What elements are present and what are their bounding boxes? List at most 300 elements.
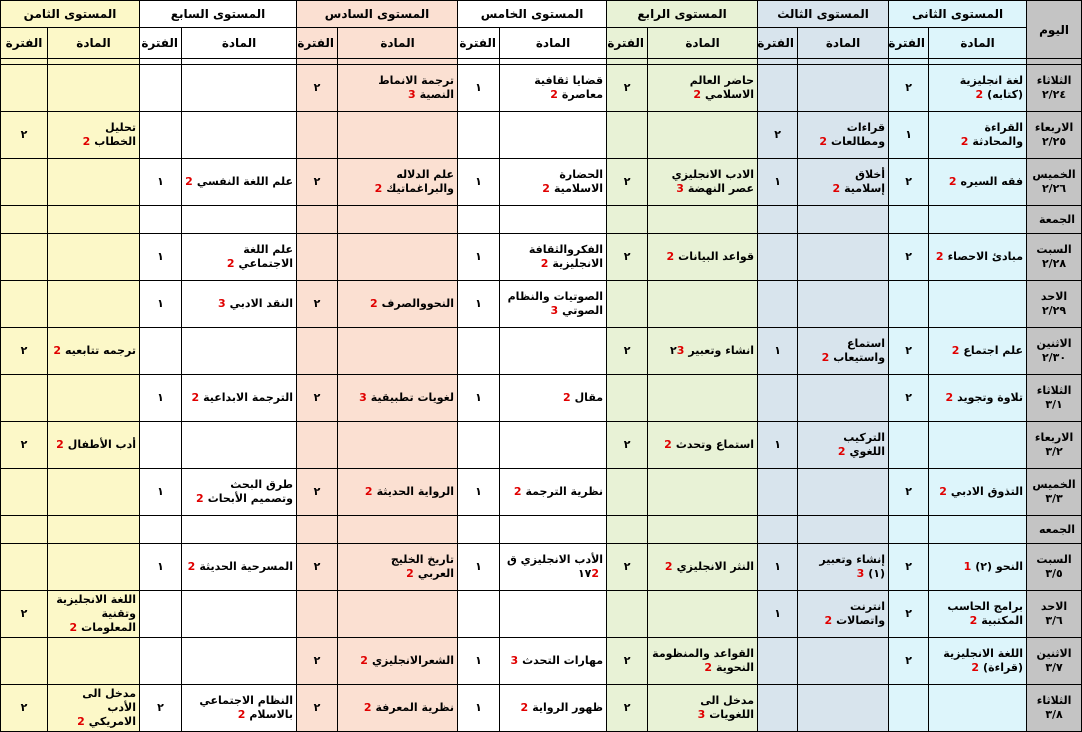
credit-hours: 2 [939,485,947,498]
period-cell [458,422,500,469]
subject-cell [929,544,1027,591]
subject-cell [798,422,889,469]
subject-name: تحليل الخطاب [94,121,137,148]
period-col-header: الفترة [140,28,182,59]
subject-cell [338,65,458,112]
subject-cell [48,591,140,638]
credit-hours: 2 [191,391,200,404]
day-date: ٢/٣٠ [1041,351,1067,364]
subject-cell [500,375,607,422]
day-cell [1027,328,1082,375]
subject-name: علم اللغة النفسي [196,175,294,188]
level-header-3: المستوى الثالث [758,1,889,28]
credit-hours: 2 [369,297,378,310]
empty-cell [48,206,140,234]
period-cell [140,65,182,112]
day-cell [1027,469,1082,516]
credit-hours: 2 [693,88,701,101]
period-cell [1,281,48,328]
period-cell: ١ [140,234,182,281]
subject-cell [929,65,1027,112]
day-name: الاربعاء [1034,121,1074,134]
credit-hours: 2 [824,614,833,627]
period-cell: ٢ [607,234,648,281]
credit-hours: 2 [821,351,830,364]
subject-cell [500,591,607,638]
period-cell: ٢ [889,469,929,516]
subject-cell [648,422,758,469]
subject-col-header: المادة [798,28,889,59]
subject-cell [500,638,607,685]
period-cell: ١ [458,375,500,422]
subject-cell [48,685,140,732]
subject-name: طرق البحث وتصميم الأبحاث [207,478,294,505]
period-cell [140,422,182,469]
subject-cell [48,422,140,469]
subject-name: حاضر العالم الاسلامي [689,74,755,101]
period-cell [889,685,929,732]
period-cell: ٢ [889,234,929,281]
day-cell [1027,234,1082,281]
period-cell: ٢ [889,328,929,375]
period-cell [140,112,182,159]
subject-name: أدب الأطفال [67,438,137,451]
level-header-row [1,1,1082,28]
subject-cell [182,159,297,206]
period-cell: ٢ [889,638,929,685]
day-date: ٣/٥ [1045,567,1063,580]
day-name: السبت [1036,243,1072,256]
subject-cell [338,375,458,422]
subject-cell [929,281,1027,328]
credit-hours: 2 [540,257,549,270]
credit-hours: 2 [374,182,383,195]
level-header-7: المستوى السابع [140,1,297,28]
day-name: الاحد [1040,290,1068,303]
day-cell [1027,281,1082,328]
day-name: الاثنين [1036,337,1072,350]
schedule-row [1,469,1082,516]
empty-cell [929,516,1027,544]
subject-cell [48,375,140,422]
subject-cell [648,685,758,732]
subject-cell [500,328,607,375]
period-cell: ٢ [1,422,48,469]
subject-cell [338,638,458,685]
subject-cell [48,159,140,206]
subject-cell [338,234,458,281]
credit-hours: 2 [542,182,550,195]
schedule-body [1,65,1082,732]
credit-hours: 2 [56,438,64,451]
empty-cell [798,516,889,544]
subject-cell [182,591,297,638]
subject-cell [929,591,1027,638]
subject-name: قراءات ومطالعات [831,121,886,148]
day-cell [1027,65,1082,112]
credit-hours: 2 [550,88,558,101]
subject-name: لغويات تطبيقية [370,391,455,404]
day-name: الاربعاء [1034,431,1074,444]
level-header-5: المستوى الخامس [458,1,607,28]
empty-cell [758,206,798,234]
subject-name: علم اجتماع [963,344,1024,357]
subject-cell [798,328,889,375]
subject-cell [648,638,758,685]
day-name: الثلاثاء [1036,384,1072,397]
day-name: الاحد [1040,600,1068,613]
subject-name: المسرحية الحديثة [199,560,294,573]
day-header: اليوم [1027,1,1082,59]
subject-name: لغة انجليزية (كتابه) [959,74,1024,101]
subject-cell [648,159,758,206]
day-name: الخميس [1032,168,1076,181]
empty-cell [458,206,500,234]
subject-cell [500,65,607,112]
credit-hours: 2 [562,391,571,404]
day-cell [1027,544,1082,591]
subject-cell [182,328,297,375]
subject-cell [48,544,140,591]
schedule-row [1,516,1082,544]
credit-hours: 1 [963,560,972,573]
empty-cell [297,206,338,234]
credit-hours: 2 [226,257,235,270]
credit-hours: 2 [832,182,841,195]
credit-hours: 2 [187,560,196,573]
period-cell: ١ [140,159,182,206]
period-cell: ١ [140,375,182,422]
credit-hours: 2 [69,621,78,634]
empty-cell [889,206,929,234]
subject-cell [648,234,758,281]
subject-name: علم اللغة الاجتماعي [238,243,294,270]
period-cell [297,591,338,638]
period-cell [1,65,48,112]
subject-cell [500,159,607,206]
period-cell: ٢ [1,328,48,375]
subject-name: تلاوة وتجويد [957,391,1024,404]
subject-name: برامج الحاسب المكتبية [947,600,1024,627]
subject-name: مبادئ الاحصاء [947,250,1024,263]
subject-cell [182,112,297,159]
credit-hours: 2 [666,250,675,263]
subject-col-header: المادة [929,28,1027,59]
subject-cell [798,112,889,159]
subject-cell [500,422,607,469]
subject-name: القراءة والمحادثة [972,121,1024,148]
credit-hours: 2 [664,560,673,573]
credit-hours: 3 [676,344,685,357]
period-cell: ٢ [297,469,338,516]
period-col-header: الفترة [458,28,500,59]
subject-name: أخلاق إسلامية [844,168,886,195]
schedule-row [1,638,1082,685]
subject-name: نظرية الترجمة [525,485,604,498]
subject-cell [798,591,889,638]
period-cell: ١ [758,422,798,469]
period-cell [758,685,798,732]
day-name: الثلاثاء [1036,694,1072,707]
period-cell: ١ [458,544,500,591]
subject-cell [182,544,297,591]
subject-cell [929,638,1027,685]
credit-hours: 2 [975,88,984,101]
subject-name: مقال [574,391,604,404]
period-cell: ٢ [607,638,648,685]
period-cell [297,328,338,375]
subject-name: اللغة الانجليزية وتقنية المعلومات [56,593,137,634]
subject-cell [338,159,458,206]
subject-name: الترجمة الابداعية [203,391,294,404]
empty-cell [140,516,182,544]
subject-name: تاريخ الخليج العربي [390,553,455,580]
subject-name: مهارات التحدث [522,654,604,667]
schedule-row [1,422,1082,469]
subject-name: النحووالصرف [381,297,455,310]
period-cell: ٢ [297,281,338,328]
subject-cell [182,234,297,281]
period-cell: ١ [458,469,500,516]
subject-col-header: المادة [338,28,458,59]
period-cell: ٢ [889,375,929,422]
day-date: ٣/٢ [1045,445,1063,458]
subject-cell [648,544,758,591]
empty-cell [140,206,182,234]
period-cell: ٢ [758,112,798,159]
period-cell: ١ [458,685,500,732]
subject-cell [338,112,458,159]
period-cell [889,281,929,328]
period-cell [1,159,48,206]
subject-cell [338,422,458,469]
period-cell: ١ [140,544,182,591]
period-cell [758,65,798,112]
subject-cell [338,591,458,638]
empty-cell [48,516,140,544]
subject-name: الصوتيات والنظام الصوتي [507,290,604,317]
subject-name: النحو (٢) [975,560,1024,573]
period-cell: ١ [458,638,500,685]
schedule-row [1,328,1082,375]
day-cell [1027,685,1082,732]
empty-cell [297,516,338,544]
subject-cell [798,65,889,112]
empty-cell [758,516,798,544]
subject-name: اللغة الانجليزية (قراءة) [943,647,1024,674]
credit-hours: 2 [945,391,954,404]
subject-name: مدخل الى الأدب الامريكي [82,687,137,728]
schedule-row [1,112,1082,159]
day-date: ٢/٢٨ [1041,257,1067,270]
period-col-header: الفترة [758,28,798,59]
schedule-row [1,544,1082,591]
credit-hours: 2 [960,135,969,148]
subject-cell [48,234,140,281]
period-col-header: الفترة [889,28,929,59]
empty-cell [929,206,1027,234]
credit-hours: 2 [971,661,980,674]
schedule-row [1,65,1082,112]
period-cell [607,469,648,516]
period-cell: ١ [458,65,500,112]
period-cell [140,638,182,685]
empty-cell [182,206,297,234]
subject-cell [500,685,607,732]
empty-cell [458,516,500,544]
period-cell [140,591,182,638]
period-cell: ٢ [297,638,338,685]
credit-hours: 2 [969,614,978,627]
period-cell [140,328,182,375]
day-cell: الجمعه [1027,516,1082,544]
period-cell [607,591,648,638]
period-cell: ١ [758,591,798,638]
credit-hours: 2 [837,445,846,458]
level-header-2: المستوى الثانى [889,1,1027,28]
day-name: السبت [1036,553,1072,566]
subject-name: مدخل الى اللغويات [700,694,755,721]
subject-name: الحضارة الاسلامية [553,168,604,195]
period-cell [1,375,48,422]
subject-cell [182,281,297,328]
credit-hours: 2 [591,567,600,580]
subject-col-header: المادة [500,28,607,59]
subject-name: النقد الادبي [229,297,294,310]
empty-cell [500,206,607,234]
day-name: الاثنين [1036,647,1072,660]
subject-cell [338,469,458,516]
period-cell [297,234,338,281]
subject-cell [338,544,458,591]
day-cell [1027,159,1082,206]
period-cell: ١ [758,159,798,206]
period-cell [297,422,338,469]
period-cell: ٢ [297,685,338,732]
period-cell: ٢ [297,375,338,422]
subject-col-header: المادة [48,28,140,59]
subject-cell [182,685,297,732]
schedule-row [1,281,1082,328]
subject-cell [929,469,1027,516]
day-cell: الجمعة [1027,206,1082,234]
period-cell: ٢ [889,591,929,638]
schedule-row [1,591,1082,638]
subject-name: التذوق الادبي [950,485,1024,498]
period-cell: ٢ [140,685,182,732]
subject-name: استماع وتحدث [675,438,755,451]
credit-hours: 3 [676,182,684,195]
schedule-row [1,375,1082,422]
period-cell [1,469,48,516]
subject-name: فقه السيره [960,175,1024,188]
subject-col-header: المادة [182,28,297,59]
level-header-8: المستوى الثامن [1,1,140,28]
subject-cell [48,281,140,328]
subject-cell [500,281,607,328]
subject-name: الادب الانجليزي عصر النهضة [671,168,755,195]
schedule-row [1,159,1082,206]
subject-name: الفكروالثقافة الانجليزية [528,243,604,270]
subject-name: ترجمة الانماط النصية [378,74,455,101]
day-date: ٣/٦ [1045,614,1063,627]
subject-name: الرواية الحديثة [376,485,455,498]
subject-name: النظام الاجتماعي بالاسلام [199,694,294,721]
credit-hours: 3 [218,297,226,310]
subject-cell [48,638,140,685]
empty-cell [1,516,48,544]
subject-cell [48,328,140,375]
period-cell: ٢ [607,65,648,112]
subject-cell [648,591,758,638]
period-cell [458,591,500,638]
subject-cell [648,328,758,375]
credit-hours: 2 [704,661,713,674]
subject-name: الشعرالانجليزي [371,654,455,667]
subject-cell [798,638,889,685]
credit-hours: 2 [364,485,373,498]
subject-cell [929,685,1027,732]
subject-cell [48,112,140,159]
period-cell: ٢ [297,65,338,112]
subject-name: الأدب الانجليزي ق ١٧ [506,553,604,580]
period-cell [458,112,500,159]
period-cell [297,112,338,159]
subject-cell [648,112,758,159]
credit-hours: 2 [819,135,828,148]
credit-hours: 2 [185,175,193,188]
empty-cell [607,516,648,544]
day-date: ٢/٢٥ [1041,135,1067,148]
subject-cell [500,469,607,516]
period-cell: ٢ [889,544,929,591]
column-header-row [1,28,1082,59]
day-cell [1027,638,1082,685]
subject-cell [929,112,1027,159]
period-cell [1,544,48,591]
subject-cell [500,112,607,159]
subject-cell [648,469,758,516]
credit-hours: 2 [406,567,414,580]
subject-cell [182,469,297,516]
subject-cell [929,234,1027,281]
subject-cell [182,375,297,422]
day-date: ٣/١ [1045,398,1063,411]
day-cell [1027,112,1082,159]
subject-cell [500,234,607,281]
subject-cell [798,469,889,516]
empty-cell [338,206,458,234]
credit-hours: 2 [513,485,522,498]
period-cell: ١ [758,328,798,375]
credit-hours: 2 [53,344,61,357]
subject-name: انشاء وتعبير٢ [669,344,755,357]
subject-cell [929,422,1027,469]
subject-cell [182,422,297,469]
credit-hours: 3 [550,304,559,317]
empty-cell [500,516,607,544]
day-cell [1027,422,1082,469]
subject-name: انترنت واتصالات [836,600,886,627]
credit-hours: 2 [948,175,957,188]
subject-cell [48,469,140,516]
period-col-header: الفترة [297,28,338,59]
period-cell: ٢ [607,544,648,591]
schedule-row [1,206,1082,234]
subject-cell [798,375,889,422]
period-cell [758,469,798,516]
period-cell: ٢ [607,422,648,469]
